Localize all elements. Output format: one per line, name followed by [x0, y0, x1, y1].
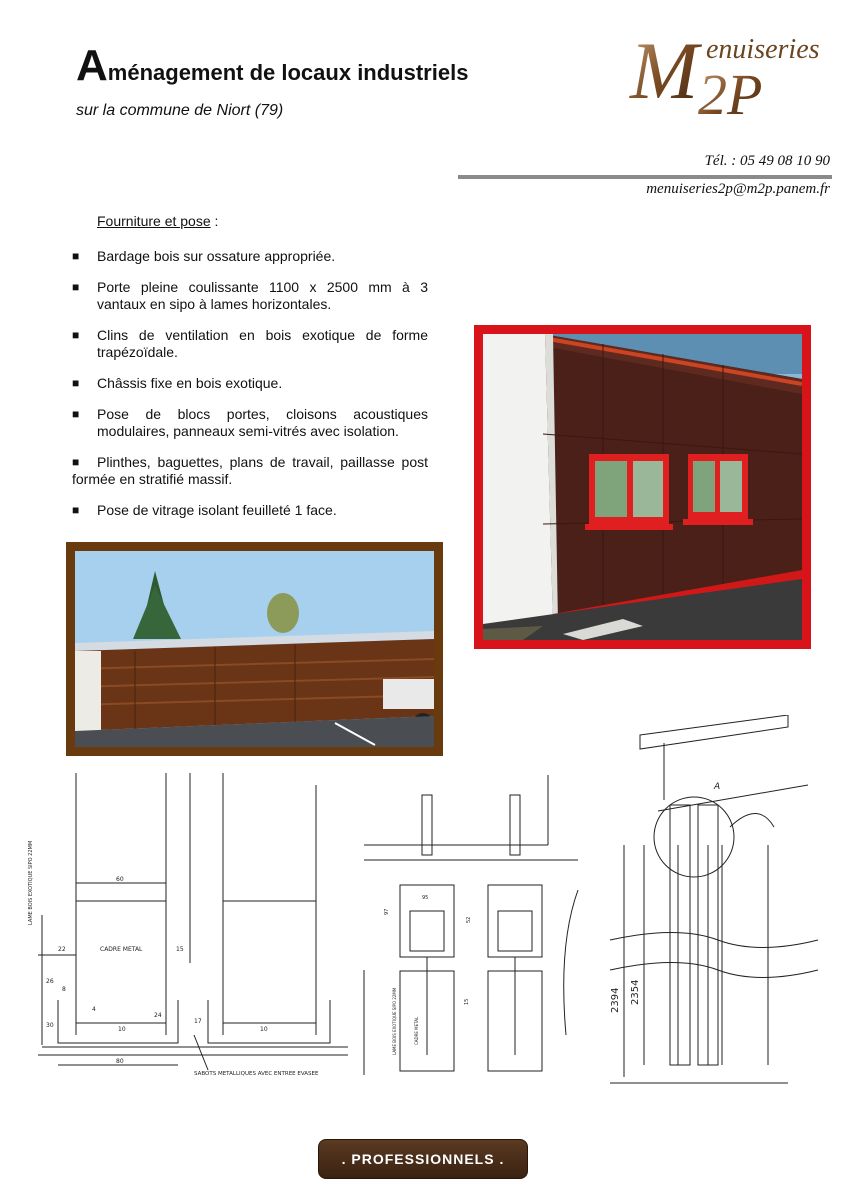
left-dim-8: 8 — [62, 986, 66, 993]
section-title: Fourniture et pose : — [97, 213, 219, 229]
contact-phone: Tél. : 05 49 08 10 90 — [704, 153, 830, 169]
square-bullet-icon: ■ — [72, 503, 80, 517]
square-bullet-icon: ■ — [72, 455, 80, 469]
square-bullet-icon: ■ — [72, 376, 80, 390]
middle-dim-95: 95 — [422, 895, 429, 901]
list-item: ■ Bardage bois sur ossature appropriée. — [72, 248, 336, 264]
drawing-left — [38, 773, 348, 1070]
middle-dim-52: 52 — [466, 916, 472, 923]
square-bullet-icon: ■ — [72, 280, 80, 294]
company-logo — [628, 26, 828, 132]
title-initial: A — [76, 41, 108, 90]
left-dim-30: 30 — [46, 1022, 54, 1029]
left-vertical-label: LAME BOIS EXOTIQUE SIPO 22MM — [28, 840, 34, 925]
logo-number: 2P — [698, 62, 763, 127]
left-dim-24: 24 — [154, 1012, 162, 1019]
header-divider — [458, 175, 832, 179]
left-dim-22: 22 — [58, 946, 66, 953]
left-dim-60: 60 — [116, 876, 124, 883]
list-item: ■ Plinthes, baguettes, plans de travail, paillasse post formée en stratifié massif. — [72, 454, 428, 487]
supply-list — [72, 248, 428, 533]
left-dim-10b: 10 — [260, 1026, 268, 1033]
title-text: ménagement de locaux industriels — [107, 60, 469, 85]
list-item: ■ Clins de ventilation en bois exotique de forme trapézoïdale. — [72, 327, 428, 360]
facade-photo — [474, 325, 811, 649]
contact-email[interactable]: menuiseries2p@m2p.panem.fr — [646, 181, 830, 197]
square-bullet-icon: ■ — [72, 407, 80, 421]
right-detail-label: A — [714, 782, 721, 792]
list-item: ■ Châssis fixe en bois exotique. — [72, 375, 283, 391]
drawing-right — [610, 715, 818, 1083]
left-dim-17: 17 — [194, 1018, 202, 1025]
square-bullet-icon: ■ — [72, 328, 80, 342]
left-caption: SABOTS METALLIQUES AVEC ENTREE EVASEE — [194, 1071, 319, 1077]
left-dim-26: 26 — [46, 978, 54, 985]
square-bullet-icon: ■ — [72, 249, 80, 263]
left-dim-4: 4 — [92, 1006, 96, 1013]
technical-drawings — [18, 715, 838, 1115]
page-title — [76, 41, 469, 90]
left-dim-10: 10 — [118, 1026, 126, 1033]
middle-vertical-label: LAME BOIS EXOTIQUE SIPO 22MM — [392, 987, 397, 1055]
page-subtitle: sur la commune de Niort (79) — [76, 102, 284, 119]
middle-dim-97: 97 — [384, 908, 390, 915]
left-dim-80: 80 — [116, 1058, 124, 1065]
middle-dim-15: 15 — [464, 998, 470, 1005]
middle-frame-label: CADRE METAL — [414, 1016, 419, 1045]
professionals-button[interactable]: . PROFESSIONNELS . — [318, 1139, 528, 1179]
logo-initial: M — [630, 26, 699, 116]
right-dim-2354: 2354 — [630, 979, 641, 1005]
left-frame-label: CADRE METAL — [100, 946, 143, 953]
left-dim-15: 15 — [176, 946, 184, 953]
list-item: ■ Pose de blocs portes, cloisons acoustiques modulaires, panneaux semi-vitrés avec isolation. — [72, 406, 428, 439]
facade-illustration — [483, 334, 802, 640]
list-item: ■ Pose de vitrage isolant feuilleté 1 face. — [72, 502, 337, 518]
list-item: ■ Porte pleine coulissante 1100 x 2500 mm à 3 vantaux en sipo à lames horizontales. — [72, 279, 428, 312]
logo-word: enuiseries — [706, 34, 820, 65]
right-dim-2394: 2394 — [610, 987, 621, 1013]
